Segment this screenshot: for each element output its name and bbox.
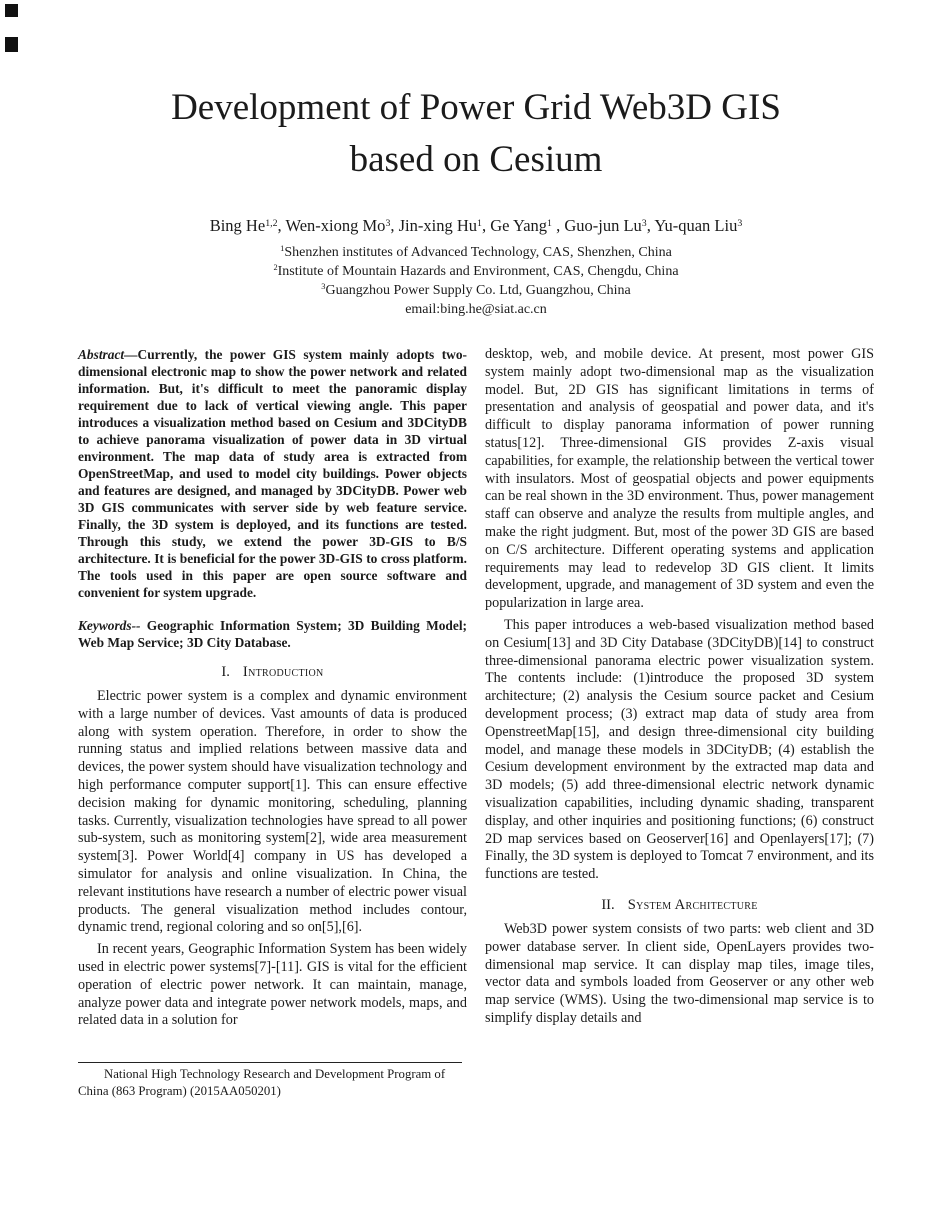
section-title: Introduction xyxy=(242,664,324,680)
footnote-text: National High Technology Research and Development Program of China (863 Program) (2015AA050201) xyxy=(78,1067,446,1098)
paper-title xyxy=(0,0,952,186)
author-superscript: 3 xyxy=(641,217,647,229)
funding-footnote xyxy=(78,1062,466,1099)
introduction-paragraph-1: Electric power system is a complex and dynamic environment with a large number of devices. Vast amounts of data is produced along with system operation. Therefore, in order to show the running status and implied relations between massive data and devices, the power system should have visualization technology and high performance computer support[1]. This can ensure effective decision making for dynamic monitoring, scheduling, planning tasks. Currently, visualization technologies have spread to all power sub-system, such as monitoring system[2], wide area measurement system[3]. Power World[4] company in US has developed a simulator for analysis and online visualization. In China, the relevant institutions have research a number of electric power visual products. The general visualization method includes contour, dynamic trend, regional coloring and so on[5],[6]. xyxy=(78,688,467,936)
author-superscript: 3 xyxy=(385,217,391,229)
paper-title-line1: Development of Power Grid Web3D GIS xyxy=(171,87,781,128)
affiliation-text: Shenzhen institutes of Advanced Technology, CAS, Shenzhen, China xyxy=(284,245,672,260)
affiliation-2 xyxy=(0,263,952,282)
introduction-paragraph-2: In recent years, Geographic Information System has been widely used in electric power systems[7]-[11]. GIS is vital for the efficient operation of electric power network. It can maintain, manage, analyze power data and integrate power network models, maps, and related data in a solution for xyxy=(78,941,467,1029)
author-name: Jin-xing Hu xyxy=(398,216,477,235)
author-name: Ge Yang xyxy=(490,216,548,235)
affiliation-3 xyxy=(0,282,952,301)
affiliation-superscript: 1 xyxy=(280,244,285,254)
affiliations-block xyxy=(0,244,952,319)
keywords-text: Geographic Information System; 3D Building Model; Web Map Service; 3D City Database. xyxy=(78,618,467,650)
right-column xyxy=(485,346,874,1034)
author-name: Bing He xyxy=(209,216,266,235)
affiliation-superscript: 3 xyxy=(321,282,326,292)
keywords-label: Keywords-- xyxy=(78,618,141,633)
author-separator: , xyxy=(390,216,399,235)
section-heading-introduction xyxy=(78,664,467,681)
footnote-rule xyxy=(78,1062,462,1063)
author-name: Guo-jun Lu xyxy=(564,216,642,235)
author-separator: , xyxy=(551,216,565,235)
body-paragraph-continuation: desktop, web, and mobile device. At present, most power GIS system mainly adopt two-dimensional map as the visualization model. But, 2D GIS has significant limitations in terms of presentation and analysis of geospatial and power data, and it's difficult to display panorama information of power running status[12]. Three-dimensional GIS provides Z-axis visual capabilities, for example, the relationship between the vertical tower with insulators. Most of geospatial objects and power equipments can be real shown in the 3D environment. Thus, power management staff can observe and analyze the results from multiple angles, and make the right judgment. But, most of the power 3D GIS are based on C/S architecture. Different operating systems and application requirements may lead to redevelop 3D GIS client. It limits development, upgrade, and management of 3D system and even the popularization in large area. xyxy=(485,346,874,612)
email-line: email:bing.he@siat.ac.cn xyxy=(405,302,547,317)
keywords-paragraph xyxy=(78,617,467,651)
body-paragraph-2: This paper introduces a web-based visualization method based on Cesium[13] and 3D City Database (3DCityDB)[14] to construct three-dimensional panorama electric power visualization system. The contents include: (1)introduce the proposed 3D system architecture; (2) analysis the Cesium source packet and Cesium development process; (3) extract map data of study area from OpenstreetMap[15], and design three-dimensional city building model, and manage these models in 3DCityDB; (4) establish the Cesium development environment by the extracted map data and 3D models; (5) add three-dimensional electric network dynamic visualization capabilities, including dynamic shading, transparent display, and other inquiries and positioning functions; (6) construct 2D map services based on Geoserver[16] and Openlayers[17]; (7) Finally, the 3D system is deployed to Tomcat 7 environment, and its functions are tested. xyxy=(485,616,874,883)
author-superscript: 1 xyxy=(547,217,552,229)
author-superscript: 1 xyxy=(477,217,482,229)
affiliation-superscript: 2 xyxy=(273,263,278,273)
author-separator: , xyxy=(481,216,491,235)
scan-artifact-mark xyxy=(5,37,18,52)
abstract-label: Abstract— xyxy=(78,347,138,362)
abstract-text: Currently, the power GIS system mainly adopts two-dimensional electronic map to show the power network and related information. But, it's difficult to meet the panoramic display requirement due to lack of vertical viewing angle. This paper introduces a visualization method based on Cesium and 3DCityDB to achieve panorama visualization of power data in 3D virtual environment. The map data of study area is extracted from OpenStreetMap, and used to model city buildings. Power objects and features are designed, and managed by 3DCityDB. Power web 3D GIS communicates with server side by web feature service. Finally, the 3D system is deployed, and its functions are tested. Through this study, we extend the power 3D-GIS to B/S architecture. It is beneficial for the power 3D-GIS to cross platform. The tools used in this paper are open source software and convenient for system upgrade. xyxy=(78,347,467,600)
author-superscript: 1,2 xyxy=(265,217,278,229)
affiliation-text: Guangzhou Power Supply Co. Ltd, Guangzhou, China xyxy=(325,283,631,298)
author-name: Wen-xiong Mo xyxy=(285,216,386,235)
author-line xyxy=(0,216,952,239)
left-column xyxy=(78,346,467,1034)
body-paragraph-3: Web3D power system consists of two parts: web client and 3D power database server. In client side, OpenLayers provides two-dimensional map service. It can display map tiles, image tiles, vector data and symbols loaded from Geoserver or any other web map service (WMS). Using the two-dimensional map service is to simplify display details and xyxy=(485,920,874,1026)
author-separator: , xyxy=(646,216,655,235)
affiliation-text: Institute of Mountain Hazards and Environment, CAS, Chengdu, China xyxy=(277,264,679,279)
author-separator: , xyxy=(277,216,286,235)
section-number: II. xyxy=(601,896,615,913)
author-name: Yu-quan Liu xyxy=(654,216,738,235)
section-title: System Architecture xyxy=(627,896,758,913)
scan-artifact-mark xyxy=(5,4,18,17)
section-heading-system-architecture xyxy=(485,897,874,914)
abstract-paragraph xyxy=(78,346,467,601)
affiliation-1 xyxy=(0,244,952,263)
two-column-body xyxy=(78,346,874,1034)
paper-title-line2: based on Cesium xyxy=(349,139,603,180)
paper-header xyxy=(0,0,952,319)
section-number: I. xyxy=(221,664,230,680)
author-superscript: 3 xyxy=(737,217,743,229)
